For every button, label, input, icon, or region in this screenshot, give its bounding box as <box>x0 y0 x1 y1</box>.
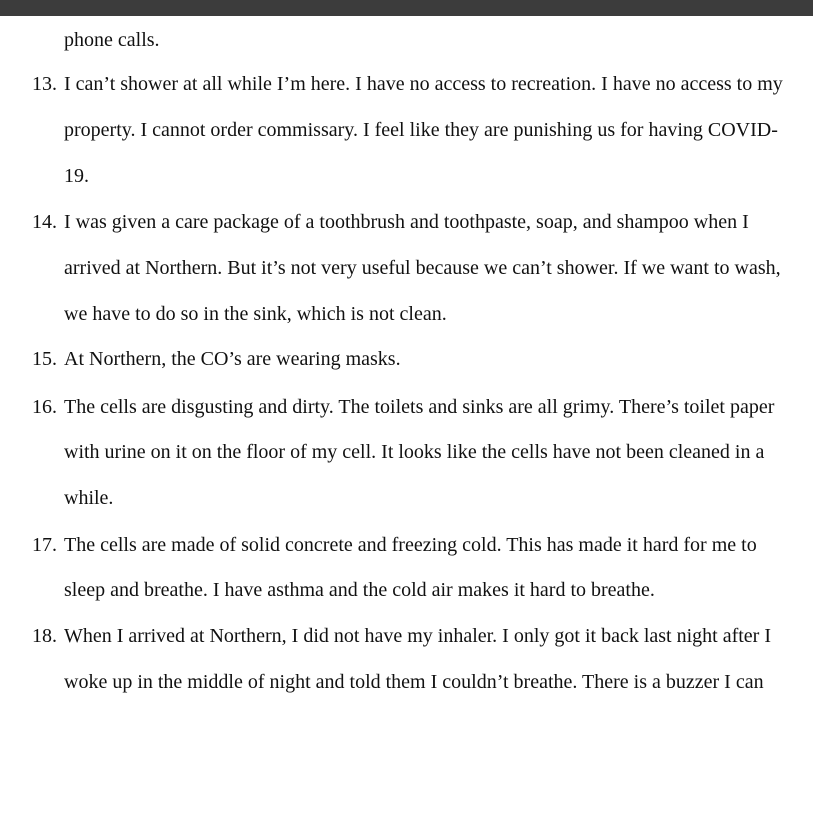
paragraph-number: 17. <box>32 534 57 556</box>
paragraph-line: we have to do so in the sink, which is not clean. <box>64 303 447 325</box>
paragraph-number: 16. <box>32 396 57 418</box>
paragraph-line: property. I cannot order commissary. I feel like they are punishing us for having COVID- <box>64 119 778 141</box>
paragraph-line: arrived at Northern. But it’s not very useful because we can’t shower. If we want to wash, <box>64 257 781 279</box>
paragraph-line: I was given a care package of a toothbrush and toothpaste, soap, and shampoo when I <box>64 211 749 233</box>
paragraph-number: 15. <box>32 348 57 370</box>
paragraph-line: When I arrived at Northern, I did not have my inhaler. I only got it back last night after I <box>64 625 772 647</box>
paragraph-line: The cells are made of solid concrete and freezing cold. This has made it hard for me to <box>64 534 757 556</box>
paragraph-number: 14. <box>32 211 57 233</box>
paragraph-line: woke up in the middle of night and told them I couldn’t breathe. There is a buzzer I can <box>64 671 764 693</box>
paragraph-number: 13. <box>32 73 57 95</box>
viewer-top-bar <box>0 0 813 16</box>
continuation-text: phone calls. <box>64 29 160 51</box>
paragraph-line: 19. <box>64 165 89 187</box>
paragraph-line: I can’t shower at all while I’m here. I have no access to recreation. I have no access to my <box>64 73 783 95</box>
paragraph-line: sleep and breathe. I have asthma and the cold air makes it hard to breathe. <box>64 579 655 601</box>
paragraph-line: At Northern, the CO’s are wearing masks. <box>64 348 401 370</box>
paragraph-line: The cells are disgusting and dirty. The toilets and sinks are all grimy. There’s toilet paper <box>64 396 775 418</box>
paragraph-line: with urine on it on the floor of my cell. It looks like the cells have not been cleaned in a <box>64 441 765 463</box>
paragraph-number: 18. <box>32 625 57 647</box>
paragraph-line: while. <box>64 487 114 509</box>
